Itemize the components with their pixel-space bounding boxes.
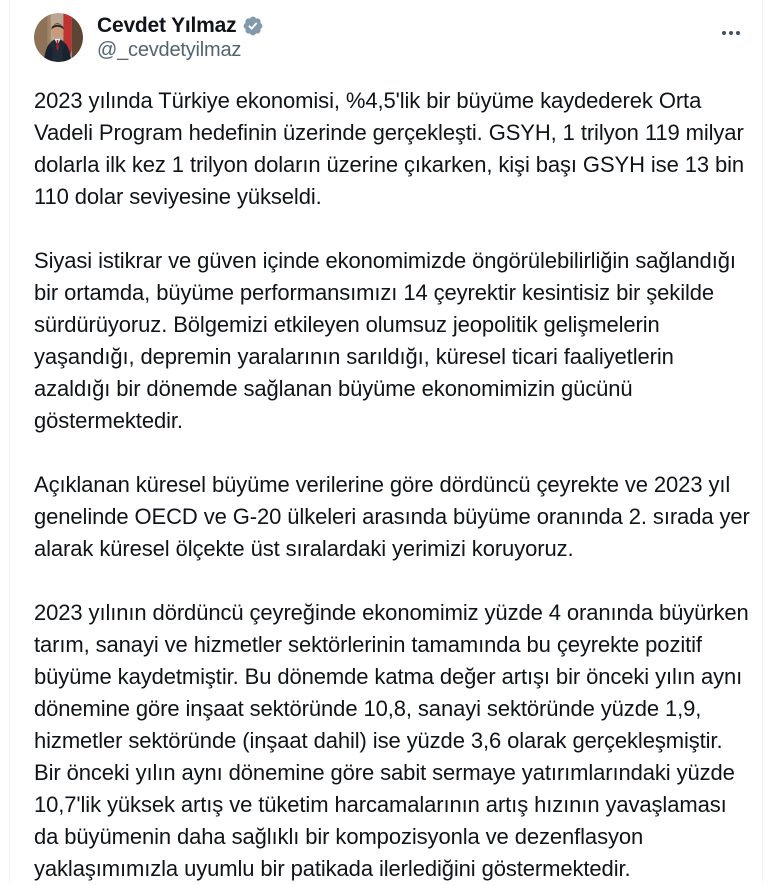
tweet-card xyxy=(9,0,763,882)
tweet-paragraph: Açıklanan küresel büyüme verilerine göre dördüncü çeyrekte ve 2023 yıl genelinde OECD ve G-20 ülkeleri arasında büyüme oranında 2. sırada yer alarak küresel ölçekte üst sıralardaki yerimizi koruyoruz. xyxy=(34,472,756,561)
tweet-paragraph: 2023 yılında Türkiye ekonomisi, %4,5'lik bir büyüme kaydederek Orta Vadeli Program hedefinin üzerinde gerçekleşti. GSYH, 1 trilyon 119 milyar dolarla ilk kez 1 trilyon doların üzerine çıkarken, kişi başı GSYH ise 13 bin 110 dolar seviyesine yükseldi. xyxy=(34,88,751,209)
more-icon xyxy=(719,21,743,45)
tweet-paragraph: 2023 yılının dördüncü çeyreğinde ekonomimiz yüzde 4 oranında büyürken tarım, sanayi ve hizmetler sektörlerinin tamamında bu çeyrekte pozitif büyüme kaydetmiştir. Bu dönemde katma değer artışı bir önceki yılın aynı dönemine göre inşaat sektöründe 10,8, sanayi sektöründe yüzde 1,9, hizmetler sektöründe (inşaat dahil) ise yüzde 3,6 olarak gerçekleşmiştir. Bir önceki yılın aynı dönemine göre sabit sermaye yatırımlarındaki yüzde 10,7'lik yüksek artış ve tüketim harcamalarının artış hızının yavaşlaması da büyümenin daha sağlıklı bir kompozisyonla ve dezenflasyon yaklaşımımızla uyumlu bir patikada ilerlediğini göstermektedir. xyxy=(34,600,755,881)
more-button[interactable] xyxy=(714,16,748,50)
name-row xyxy=(97,13,264,38)
author-handle[interactable]: @_cevdetyilmaz xyxy=(97,39,242,61)
tweet-paragraph: Siyasi istikrar ve güven içinde ekonomimizde öngörülebilirliğin sağlandığı bir ortamda, büyüme performansımızı 14 çeyrektir kesintisiz bir şekilde sürdürüyoruz. Bölgemizi etkileyen olumsuz jeopolitik gelişmelerin yaşandığı, depremin yaralarının sarıldığı, küresel ticari faaliyetlerin azaldığı bir dönemde sağlanan büyüme ekonomimizin gücünü göstermektedir. xyxy=(34,248,742,433)
avatar-photo xyxy=(34,13,83,62)
author-block xyxy=(97,13,264,62)
tweet-header xyxy=(34,13,748,62)
display-name[interactable]: Cevdet Yılmaz xyxy=(97,14,237,37)
verified-badge-icon xyxy=(242,15,264,37)
tweet-text xyxy=(34,85,756,885)
avatar[interactable] xyxy=(34,13,83,62)
